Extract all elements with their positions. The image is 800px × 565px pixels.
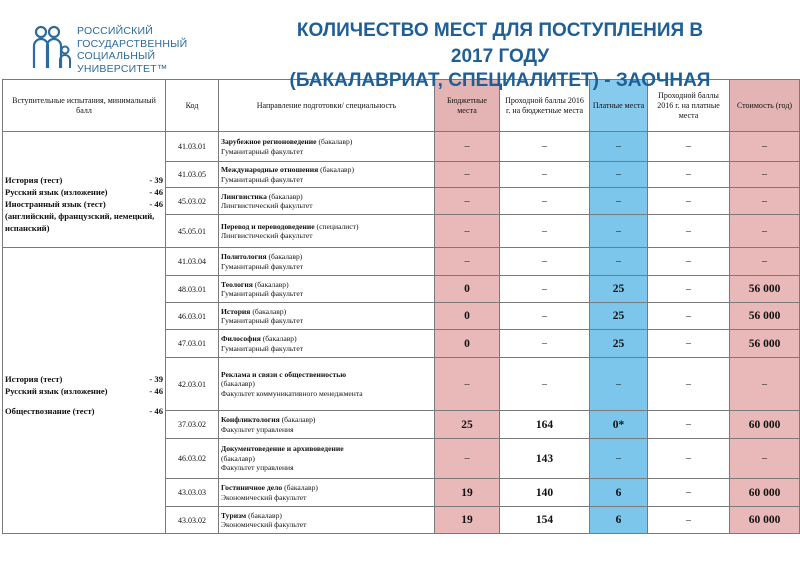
title-line-2: 2017 ГОДУ bbox=[450, 46, 550, 67]
row-direction: Зарубежное регионоведение (бакалавр) Гуманитарный факультет bbox=[219, 132, 435, 162]
row-budget: – bbox=[435, 132, 500, 162]
header-direction: Направление подготовки/ специальность bbox=[219, 80, 435, 132]
logo-line: ГОСУДАРСТВЕННЫЙ bbox=[77, 37, 188, 50]
row-paid: – bbox=[590, 162, 648, 188]
row-paid: 25 bbox=[590, 303, 648, 330]
row-score-paid: – bbox=[648, 215, 730, 248]
exam-line: Обществознание (тест) - 46 bbox=[5, 405, 163, 416]
page-title bbox=[200, 18, 800, 70]
row-score-budget: – bbox=[500, 188, 590, 215]
admission-table bbox=[2, 79, 800, 534]
row-budget: – bbox=[435, 162, 500, 188]
row-budget: – bbox=[435, 358, 500, 411]
row-direction: Политология (бакалавр) Гуманитарный факультет bbox=[219, 248, 435, 276]
row-paid: – bbox=[590, 188, 648, 215]
logo-line: УНИВЕРСИТЕТ™ bbox=[77, 62, 168, 75]
row-paid: 25 bbox=[590, 330, 648, 358]
row-budget: – bbox=[435, 248, 500, 276]
logo-line: РОССИЙСКИЙ bbox=[77, 25, 153, 37]
row-score-paid: – bbox=[648, 439, 730, 479]
table-row bbox=[3, 132, 800, 162]
exams-group-1 bbox=[3, 132, 166, 248]
header-exams: Вступительные испытания, минимальный балл bbox=[3, 80, 166, 132]
row-cost: 56 000 bbox=[730, 330, 800, 358]
row-direction: Теология (бакалавр) Гуманитарный факультет bbox=[219, 276, 435, 303]
row-direction: Конфликтология (бакалавр) Факультет управления bbox=[219, 411, 435, 439]
row-budget: 25 bbox=[435, 411, 500, 439]
row-score-budget: – bbox=[500, 132, 590, 162]
logo-wordmark bbox=[77, 25, 217, 75]
row-score-budget: – bbox=[500, 276, 590, 303]
exam-line: Русский язык (изложение) - 46 bbox=[5, 385, 163, 396]
row-score-paid: – bbox=[648, 248, 730, 276]
exam-line: История (тест) - 39 bbox=[5, 373, 163, 384]
header-cost: Стоимость (год) bbox=[730, 80, 800, 132]
row-budget: – bbox=[435, 439, 500, 479]
row-score-paid: – bbox=[648, 507, 730, 534]
row-cost: 56 000 bbox=[730, 276, 800, 303]
row-code: 41.03.04 bbox=[166, 248, 219, 276]
row-score-paid: – bbox=[648, 162, 730, 188]
row-code: 37.03.02 bbox=[166, 411, 219, 439]
header-code: Код bbox=[166, 80, 219, 132]
exam-line: Иностранный язык (тест) - 46 bbox=[5, 198, 163, 209]
row-budget: 0 bbox=[435, 276, 500, 303]
row-score-paid: – bbox=[648, 330, 730, 358]
row-score-paid: – bbox=[648, 411, 730, 439]
people-logo-icon bbox=[32, 24, 72, 70]
exam-languages-note: (английский, французский, немецкий, испанский) bbox=[5, 210, 155, 233]
header-score-paid: Проходной баллы 2016 г. на платные места bbox=[648, 80, 730, 132]
row-score-budget: – bbox=[500, 330, 590, 358]
row-code: 45.05.01 bbox=[166, 215, 219, 248]
row-score-budget: 143 bbox=[500, 439, 590, 479]
row-paid: – bbox=[590, 132, 648, 162]
row-code: 41.03.05 bbox=[166, 162, 219, 188]
row-paid: 6 bbox=[590, 507, 648, 534]
header-score-budget: Проходной баллы 2016 г. на бюджетные места bbox=[500, 80, 590, 132]
row-score-paid: – bbox=[648, 276, 730, 303]
row-direction: Международные отношения (бакалавр) Гуманитарный факультет bbox=[219, 162, 435, 188]
row-cost: – bbox=[730, 162, 800, 188]
row-code: 48.03.01 bbox=[166, 276, 219, 303]
row-score-paid: – bbox=[648, 303, 730, 330]
row-paid: – bbox=[590, 439, 648, 479]
row-cost: – bbox=[730, 132, 800, 162]
row-score-paid: – bbox=[648, 132, 730, 162]
row-cost: – bbox=[730, 439, 800, 479]
row-budget: – bbox=[435, 188, 500, 215]
row-score-budget: 164 bbox=[500, 411, 590, 439]
row-cost: – bbox=[730, 188, 800, 215]
row-code: 43.03.03 bbox=[166, 479, 219, 507]
title-line-3: (БАКАЛАВРИАТ, СПЕЦИАЛИТЕТ) - ЗАОЧНАЯ bbox=[289, 70, 711, 91]
logo-line: СОЦИАЛЬНЫЙ bbox=[77, 50, 156, 62]
row-score-budget: 140 bbox=[500, 479, 590, 507]
row-direction: Философия (бакалавр) Гуманитарный факультет bbox=[219, 330, 435, 358]
row-score-budget: – bbox=[500, 162, 590, 188]
row-score-paid: – bbox=[648, 188, 730, 215]
title-line-1: КОЛИЧЕСТВО МЕСТ ДЛЯ ПОСТУПЛЕНИЯ В bbox=[296, 20, 704, 41]
row-budget: 0 bbox=[435, 303, 500, 330]
row-budget: 19 bbox=[435, 479, 500, 507]
row-direction: Перевод и переводоведение (специалист) Лингвистический факультет bbox=[219, 215, 435, 248]
row-score-budget: 154 bbox=[500, 507, 590, 534]
row-budget: – bbox=[435, 215, 500, 248]
row-direction: Реклама и связи с общественностью (бакалавр) Факультет коммуникативного менеджмента bbox=[219, 358, 435, 411]
row-code: 45.03.02 bbox=[166, 188, 219, 215]
row-cost: 60 000 bbox=[730, 507, 800, 534]
row-direction: Документоведение и архивоведение (бакалавр) Факультет управления bbox=[219, 439, 435, 479]
row-code: 47.03.01 bbox=[166, 330, 219, 358]
row-score-budget: – bbox=[500, 215, 590, 248]
exam-line: Русский язык (изложение) - 46 bbox=[5, 186, 163, 197]
row-paid: – bbox=[590, 215, 648, 248]
row-paid: – bbox=[590, 358, 648, 411]
row-cost: 56 000 bbox=[730, 303, 800, 330]
header-paid: Платные места bbox=[590, 80, 648, 132]
row-score-paid: – bbox=[648, 479, 730, 507]
row-direction: Лингвистика (бакалавр) Лингвистический факультет bbox=[219, 188, 435, 215]
row-cost: – bbox=[730, 248, 800, 276]
row-code: 46.03.01 bbox=[166, 303, 219, 330]
exam-line: История (тест) - 39 bbox=[5, 174, 163, 185]
row-code: 42.03.01 bbox=[166, 358, 219, 411]
row-code: 43.03.02 bbox=[166, 507, 219, 534]
row-cost: 60 000 bbox=[730, 479, 800, 507]
university-logo bbox=[32, 22, 202, 74]
header-budget: Бюджетные места bbox=[435, 80, 500, 132]
row-cost: – bbox=[730, 358, 800, 411]
exams-group-2 bbox=[3, 248, 166, 534]
row-paid: – bbox=[590, 248, 648, 276]
row-paid: 25 bbox=[590, 276, 648, 303]
row-paid: 0* bbox=[590, 411, 648, 439]
row-direction: Гостиничное дело (бакалавр) Экономический факультет bbox=[219, 479, 435, 507]
row-score-paid: – bbox=[648, 358, 730, 411]
row-budget: 0 bbox=[435, 330, 500, 358]
row-cost: 60 000 bbox=[730, 411, 800, 439]
row-direction: История (бакалавр) Гуманитарный факультет bbox=[219, 303, 435, 330]
row-score-budget: – bbox=[500, 303, 590, 330]
row-code: 46.03.02 bbox=[166, 439, 219, 479]
row-direction: Туризм (бакалавр) Экономический факультет bbox=[219, 507, 435, 534]
row-score-budget: – bbox=[500, 248, 590, 276]
row-cost: – bbox=[730, 215, 800, 248]
row-paid: 6 bbox=[590, 479, 648, 507]
table-header-row bbox=[3, 80, 800, 132]
row-code: 41.03.01 bbox=[166, 132, 219, 162]
row-budget: 19 bbox=[435, 507, 500, 534]
row-score-budget: – bbox=[500, 358, 590, 411]
table-row bbox=[3, 248, 800, 276]
